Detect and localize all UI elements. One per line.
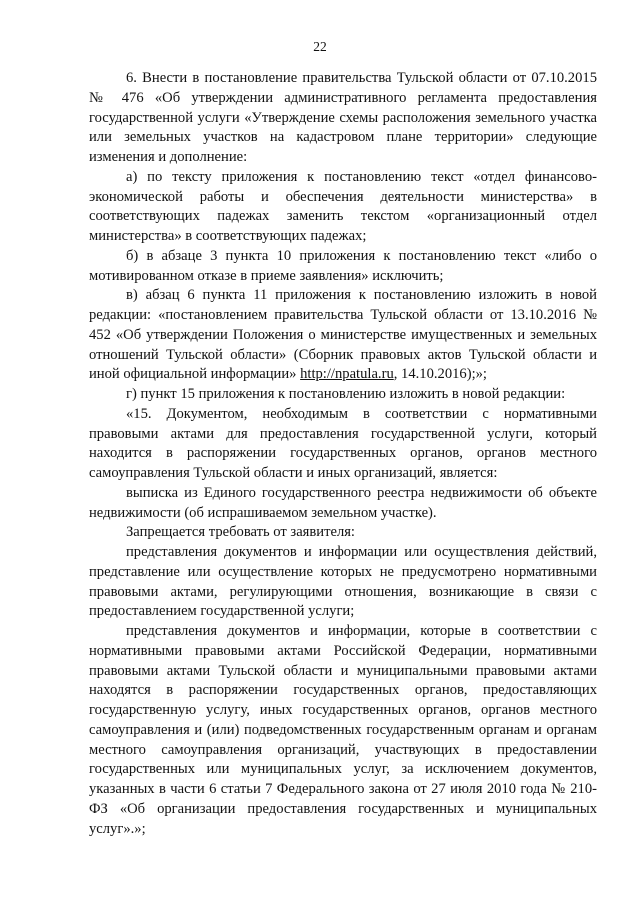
paragraph-item-6: 6. Внести в постановление правительства Тульской области от 07.10.2015 № 476 «Об утверждении административного регламента предоставления государственной услуги «Утверждение схемы расположения земельного участка или земельных участков на кадастровом плане территории» следующие изменения и дополнение: [89,70,597,165]
paragraph-prohibition-2: представления документов и информации, которые в соответствии с нормативными правовыми актами Российской Федерации, нормативными правовыми актами Тульской области и муниципальными правовыми актами находятся в распоряжении государственных органов, предоставляющих государственную услугу, иных государственных органов, органов местного самоуправления и (или) подведомственных государственным органам и органам местного самоуправления организаций, участвующих в предоставлении государственных или муниципальных услуг, за исключением документов, указанных в части 6 статьи 7 Федерального закона от 27 июля 2010 года № 210-ФЗ «Об организации предоставления государственных и муниципальных услуг».»; [89,623,597,837]
paragraph-subitem-v-text: в) абзац 6 пункта 11 приложения к постановлению изложить в новой редакции: «постановлением правительства Тульской области от 13.10.2016 № 452 «Об утверждении Положения о министерстве имущественных и земельных отношений Тульской области» (Сборник правовых актов Тульской области и иной официальной информации» [89,287,597,383]
paragraph-point-15: «15. Документом, необходимым в соответствии с нормативными правовыми актами для предоставления государственной услуги, который находится в распоряжении государственных органов, органов местного самоуправления Тульской области и иных организаций, является: [89,405,597,481]
paragraph-subitem-g: г) пункт 15 приложения к постановлению изложить в новой редакции: [126,386,566,402]
paragraph-subitem-v-tail: , 14.10.2016);»; [393,366,487,383]
paragraph-subitem-a: а) по тексту приложения к постановлению текст «отдел финансово-экономической работы и обеспечения деятельности министерства» в соответствующих падежах заменить текстом «организационный отдел министерства» в соответствующих падежах; [89,168,597,244]
paragraph-subitem-v [89,286,597,385]
page-number: 22 [313,39,327,54]
npatula-link[interactable]: http://npatula.ru [300,366,394,383]
document-body [89,69,597,839]
paragraph-extract: выписка из Единого государственного реестра недвижимости об объекте недвижимости (об испрашиваемом земельном участке). [89,484,597,521]
paragraph-prohibition-1: представления документов и информации или осуществления действий, представление или осуществление которых не предусмотрено нормативными правовыми актами, регулирующими отношения, возникающие в связи с предоставлением государственной услуги; [89,544,597,620]
paragraph-prohibited: Запрещается требовать от заявителя: [126,524,355,541]
paragraph-subitem-b: б) в абзаце 3 пункта 10 приложения к постановлению текст «либо о мотивированном отказе в приеме заявления» исключить; [89,247,597,284]
